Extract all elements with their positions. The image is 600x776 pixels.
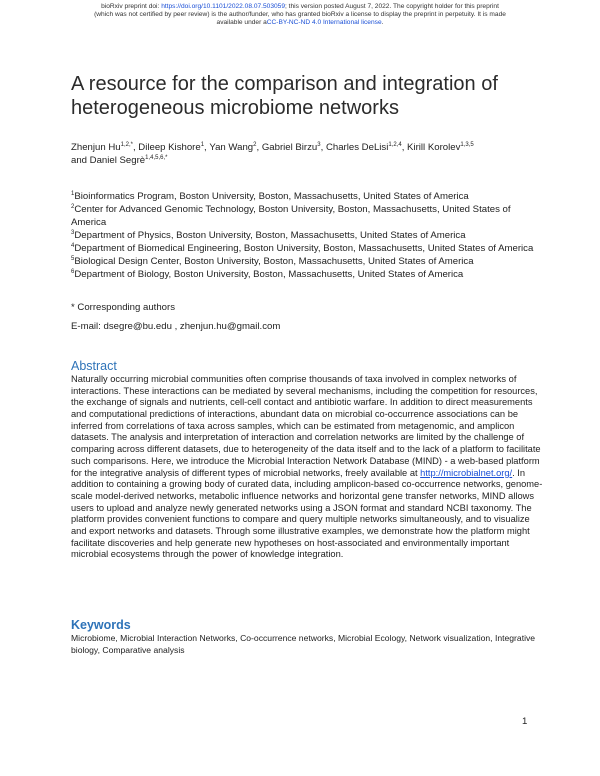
author: Kirill Korolev$^{1,3,5}$ <box>407 142 474 153</box>
author: Yan Wang$^2$, <box>209 142 262 153</box>
affiliation: $^3$Department of Physics, Boston University, Boston, Massachusetts, United States of America <box>71 230 466 241</box>
author: Dileep Kishore$^1$, <box>138 142 210 153</box>
license-link[interactable]: CC-BY-NC-ND 4.0 International license <box>266 19 382 27</box>
page-number: 1 <box>522 716 528 727</box>
preprint-line-2: (which was not certified by peer review) is the author/funder, who has granted bioRxiv a license to display the preprint in perpetuity. It is made <box>94 11 506 19</box>
affiliation: $^5$Biological Design Center, Boston University, Boston, Massachusetts, United States of America <box>71 256 474 267</box>
affiliation: $^6$Department of Biology, Boston University, Boston, Massachusetts, United States of America <box>71 269 464 280</box>
paper-title: A resource for the comparison and integration of heterogeneous microbiome networks <box>71 73 498 119</box>
affiliation-list <box>71 190 541 281</box>
mind-link[interactable]: http://microbialnet.org/ <box>420 467 513 478</box>
corresponding-note: * Corresponding authors <box>71 302 175 313</box>
preprint-line-3: available under aCC-BY-NC-ND 4.0 International license. <box>216 19 384 27</box>
keywords-heading: Keywords <box>71 618 131 632</box>
email-line: E-mail: dsegre@bu.edu , zhenjun.hu@gmail.com <box>71 321 281 332</box>
author: Zhenjun $Hu^{1,2,*}$, <box>71 142 139 153</box>
abstract-body: Naturally occurring microbial communities often comprise thousands of taxa involved in complex networks of interactions. These interactions can be mediated by several mechanisms, including the competition for resources, the exchange of signals and nutrients, cell-cell contact and antibiotic warfare. In addition to direct measurements and computational predictions of interactions, abundant data on microbial co-occurrence associations can be inferred from correlations of taxa across samples, which can be estimated from metagenomic, and amplicon datasets. The analysis and interpretation of interaction and correlation networks are limited by the challenge of comparing across different datasets, due to heterogeneity of the data itself and to the lack of a platform to facilitate such comparisons. Here, we introduce the Microbial Interaction Network Database (MIND) - a web-based platform for the integrative analysis of different types of microbial networks, freely available at http://microbialnet.org/. In addition to containing a growing body of curated data, including amplicon-based co-occurrence networks, genome-scale model-derived networks, metabolic influence networks and horizontal gene transfer networks, MIND allows users to upload and analyze newly generated networks using a JSON format and standard NCBI taxonomy. The platform provides convenient functions to compare and query multiple networks simultaneously, and to visualize and export networks and datasets. Through some illustrative examples, we demonstrate how the platform might facilitate discoveries and help generate new hypotheses on host-associated and environmentally important microbial ecosystems through the power of knowledge integration. <box>71 374 543 560</box>
author-list <box>71 141 541 167</box>
author: and Daniel Segrè$^{1,4,5,6,*}$ <box>71 155 168 166</box>
affiliation: $^2$Center for Advanced Genomic Technology, Boston University, Boston, Massachusetts, United States of America <box>71 204 511 228</box>
author: Charles DeLisi$^{1,2,4}$, <box>325 142 408 153</box>
affiliation: $^4$Department of Biomedical Engineering, Boston University, Boston, Massachusetts, United States of America <box>71 243 534 254</box>
abstract-heading: Abstract <box>71 359 117 373</box>
preprint-line-1: bioRxiv preprint doi: https://doi.org/10.1101/2022.08.07.503059; this version posted August 7, 2022. The copyright holder for this preprint <box>101 3 499 10</box>
affiliation: $^1$Bioinformatics Program, Boston University, Boston, Massachusetts, United States of America <box>71 191 469 202</box>
doi-link[interactable]: https://doi.org/10.1101/2022.08.07.503059 <box>161 3 285 10</box>
author: Gabriel Birzu$^3$, <box>261 142 326 153</box>
preprint-header <box>40 3 560 28</box>
keywords-list: Microbiome, Microbial Interaction Networks, Co-occurrence networks, Microbial Ecology, Network visualization, Integrative biology, Comparative analysis <box>71 633 536 655</box>
